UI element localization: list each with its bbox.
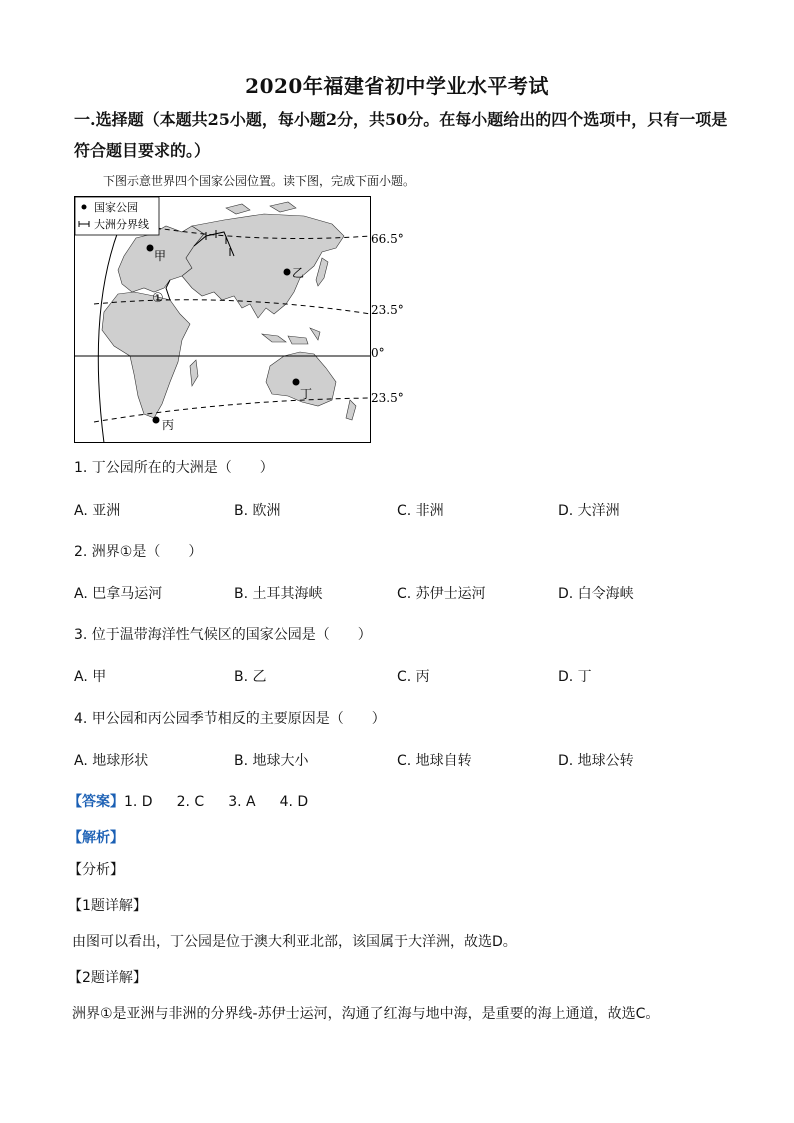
- q4-option-c[interactable]: C. 地球自转: [397, 753, 472, 769]
- answer-4: 4. D: [279, 794, 309, 810]
- q3-option-c[interactable]: C. 丙: [397, 669, 430, 685]
- lat-label-23s: 23.5°: [371, 391, 404, 405]
- park-ding-label: 丁: [300, 387, 313, 401]
- lat-label-0: 0°: [371, 346, 385, 360]
- q1-option-d[interactable]: D. 大洋洲: [558, 503, 620, 519]
- q2-detail-label: 【2题详解】: [68, 970, 147, 986]
- section-heading: 一.选择题（本题共25小题，每小题2分，共50分。在每小题给出的四个选项中，只有一项是符合题目要求的。）: [74, 110, 728, 160]
- park-bing-label: 丙: [162, 418, 175, 432]
- answer-3: 3. A: [228, 794, 256, 810]
- answer-line: [68, 791, 308, 811]
- q1-detail-label: 【1题详解】: [68, 898, 147, 914]
- q2-option-a[interactable]: A. 巴拿马运河: [74, 586, 163, 602]
- q1-detail-text: 由图可以看出，丁公园是位于澳大利亚北部，该国属于大洋洲，故选D。: [72, 934, 517, 950]
- q1-option-a[interactable]: A. 亚洲: [74, 503, 121, 519]
- q4-option-a[interactable]: A. 地球形状: [74, 753, 149, 769]
- jiexi-label: 【解析】: [68, 830, 124, 846]
- legend-park-label: 国家公园: [94, 201, 138, 214]
- q2-option-c[interactable]: C. 苏伊士运河: [397, 586, 486, 602]
- intro-text: 下图示意世界四个国家公园位置。读下图，完成下面小题。: [103, 174, 416, 188]
- park-jia-marker: [147, 245, 154, 252]
- q4-option-d[interactable]: D. 地球公转: [558, 753, 634, 769]
- park-yi-label: 乙: [292, 266, 305, 280]
- q2-option-b[interactable]: B. 土耳其海峡: [234, 586, 323, 602]
- park-bing-marker: [153, 417, 160, 424]
- legend-park-symbol: [82, 205, 87, 210]
- q3-option-b[interactable]: B. 乙: [234, 669, 267, 685]
- answer-1: 1. D: [124, 794, 153, 810]
- world-map-figure: [74, 196, 414, 444]
- park-ding-marker: [293, 379, 300, 386]
- lat-label-66: 66.5°: [371, 232, 404, 246]
- q2-option-d[interactable]: D. 白令海峡: [558, 586, 634, 602]
- q3-option-a[interactable]: A. 甲: [74, 669, 107, 685]
- q1-option-b[interactable]: B. 欧洲: [234, 503, 281, 519]
- fenxi-label: 【分析】: [68, 862, 124, 878]
- q2-detail-text: 洲界①是亚洲与非洲的分界线-苏伊士运河，沟通了红海与地中海，是重要的海上通道，故选C。: [72, 1006, 660, 1022]
- q4-option-b[interactable]: B. 地球大小: [234, 753, 309, 769]
- answer-label: 【答案】: [68, 794, 124, 810]
- park-yi-marker: [284, 269, 291, 276]
- page-title: 2020年福建省初中学业水平考试: [245, 74, 549, 98]
- lat-label-23n: 23.5°: [371, 303, 404, 317]
- q3-option-d[interactable]: D. 丁: [558, 669, 592, 685]
- question-3-stem: 3. 位于温带海洋性气候区的国家公园是（ ）: [74, 627, 372, 643]
- legend-boundary-label: 大洲分界线: [94, 218, 149, 231]
- boundary-marker-1: ①: [152, 291, 164, 306]
- answer-2: 2. C: [176, 794, 205, 810]
- question-4-stem: 4. 甲公园和丙公园季节相反的主要原因是（ ）: [74, 711, 386, 727]
- question-1-stem: 1. 丁公园所在的大洲是（ ）: [74, 460, 274, 476]
- q1-option-c[interactable]: C. 非洲: [397, 503, 444, 519]
- park-jia-label: 甲: [154, 249, 167, 263]
- question-2-stem: 2. 洲界①是（ ）: [74, 544, 203, 560]
